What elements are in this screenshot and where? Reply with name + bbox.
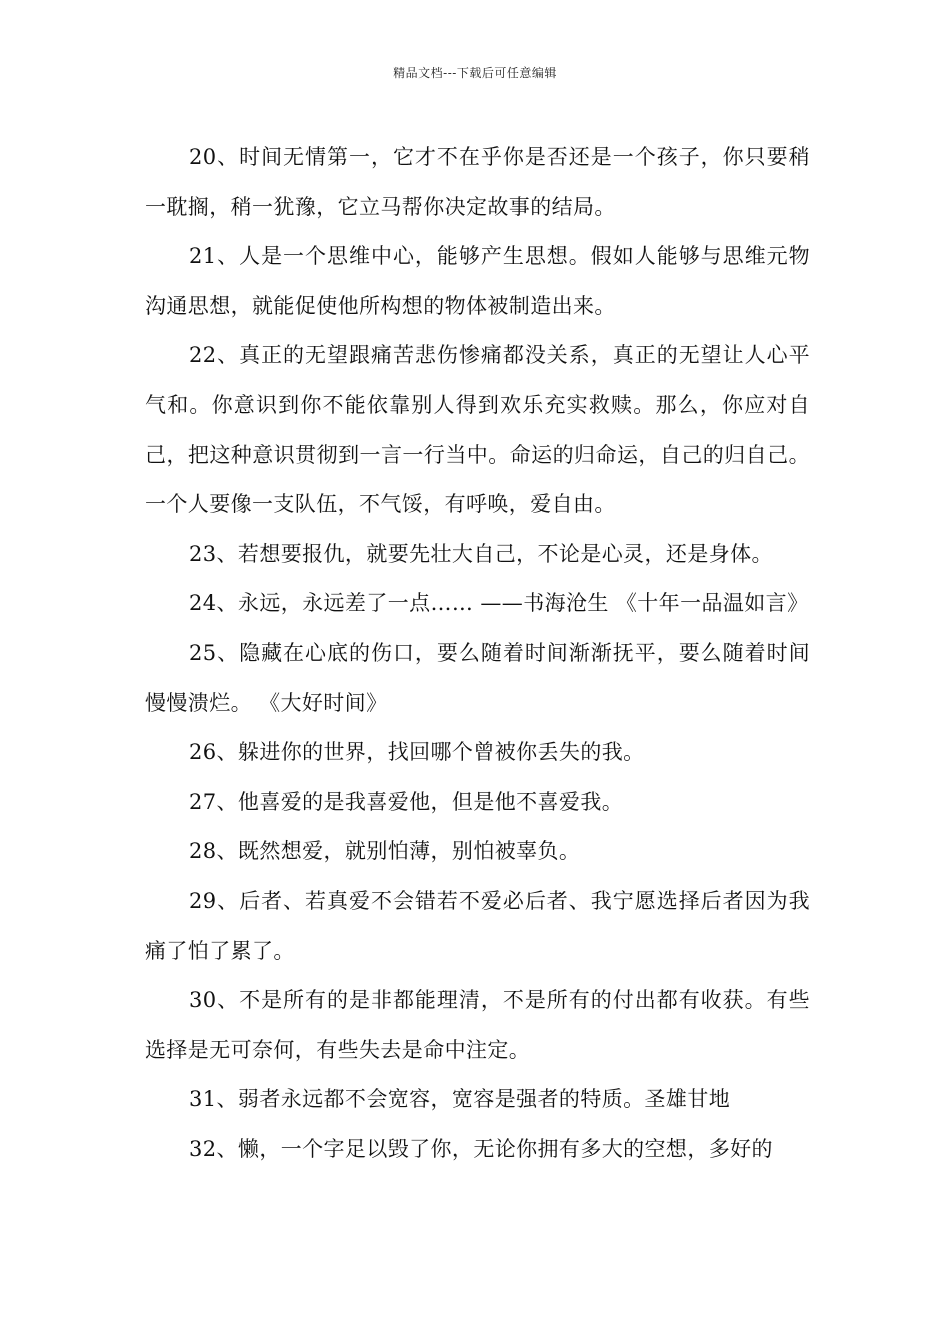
paragraph-21: 21、人是一个思维中心，能够产生思想。假如人能够与思维元物沟通思想，就能促使他所构想的物体被制造出来。	[145, 244, 810, 318]
paragraph-25: 25、隐藏在心底的伤口，要么随着时间渐渐抚平，要么随着时间慢慢溃烂。 《大好时间》	[145, 640, 810, 715]
paragraph-22: 22、真正的无望跟痛苦悲伤惨痛都没关系，真正的无望让人心平气和。你意识到你不能依靠别人得到欢乐充实救赎。那么，你应对自己，把这种意识贯彻到一言一行当中。命运的归命运，自己的归自己。一个人要像一支队伍，不气馁，有呼唤，爱自由。	[145, 343, 810, 517]
paragraph-28: 28、既然想爱，就别怕薄，别怕被辜负。	[189, 839, 581, 864]
paragraph-23: 23、若想要报仇，就要先壮大自己，不论是心灵，还是身体。	[189, 541, 773, 566]
paragraph-32: 32、懒，一个字足以毁了你，无论你拥有多大的空想，多好的	[189, 1136, 773, 1161]
paragraph-24: 24、永远，永远差了一点…… ——书海沧生 《十年一品温如言》	[189, 591, 809, 616]
paragraph-20: 20、时间无情第一，它才不在乎你是否还是一个孩子，你只要稍一耽搁，稍一犹豫，它立马帮你决定故事的结局。	[145, 145, 810, 219]
page-header: 精品文档---下载后可任意编辑	[393, 66, 557, 80]
paragraph-29: 29、后者、若真爱不会错若不爱必后者、我宁愿选择后者因为我痛了怕了累了。	[145, 888, 810, 963]
document-body	[145, 133, 810, 1174]
paragraph-27: 27、他喜爱的是我喜爱他，但是他不喜爱我。	[189, 789, 624, 814]
paragraph-26: 26、躲进你的世界，找回哪个曾被你丢失的我。	[189, 740, 645, 765]
paragraph-30: 30、不是所有的是非都能理清，不是所有的付出都有收获。有些选择是无可奈何，有些失去是命中注定。	[145, 988, 810, 1062]
paragraph-31: 31、弱者永远都不会宽容，宽容是强者的特质。圣雄甘地	[189, 1087, 731, 1112]
